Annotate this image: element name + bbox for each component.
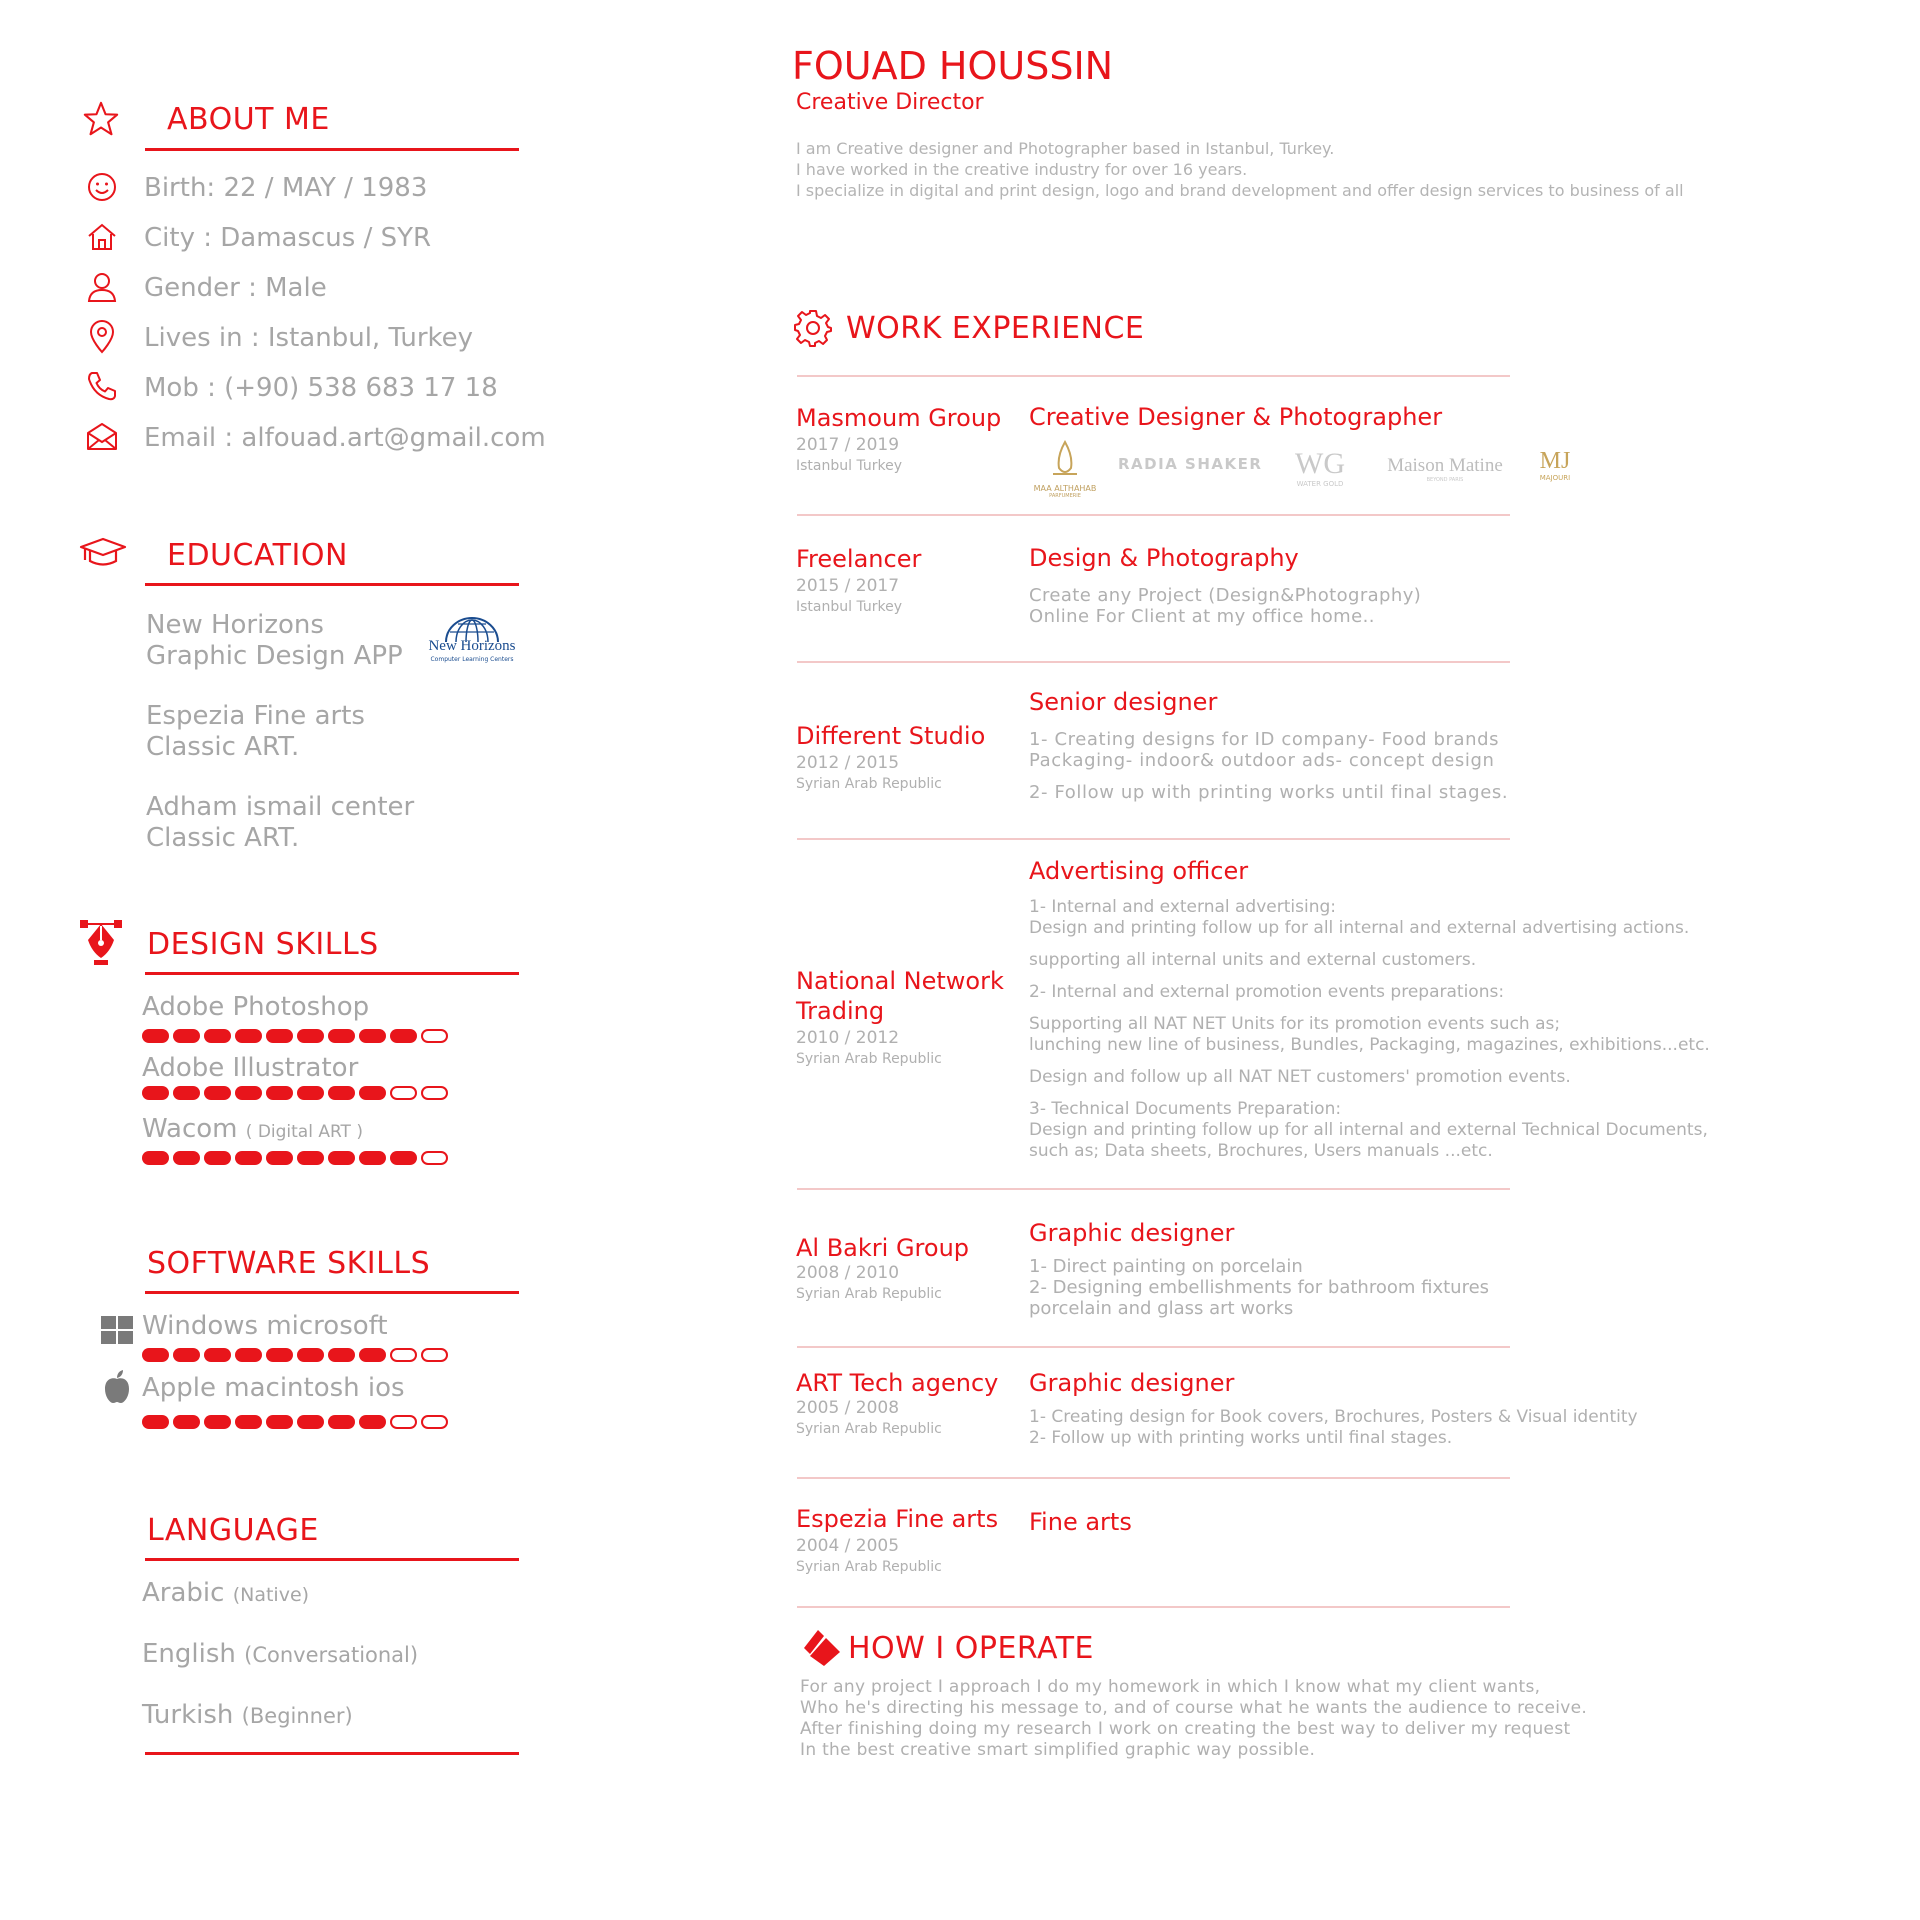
work-divider bbox=[797, 1606, 1510, 1608]
skill-dot-empty bbox=[421, 1415, 448, 1429]
about-title: ABOUT ME bbox=[167, 102, 330, 137]
skill-dot-filled bbox=[142, 1029, 169, 1043]
education-item bbox=[146, 610, 403, 672]
star-icon bbox=[82, 100, 120, 138]
skill-dot-filled bbox=[297, 1151, 324, 1165]
gear-icon bbox=[794, 309, 832, 347]
skill-dot-filled bbox=[328, 1348, 355, 1362]
skill-dot-empty bbox=[390, 1415, 417, 1429]
job-role: Graphic designer bbox=[1029, 1219, 1235, 1247]
skill-dot-filled bbox=[235, 1348, 262, 1362]
job-description: 1- Direct painting on porcelain 2- Designing embellishments for bathroom fixtures porcelain and glass art works bbox=[1029, 1256, 1490, 1319]
job-place: Syrian Arab Republic bbox=[796, 776, 942, 792]
job-years: 2012 / 2015 bbox=[796, 753, 900, 773]
maa-althahab-logo-icon bbox=[1049, 440, 1081, 480]
home-icon bbox=[86, 221, 118, 253]
education-course: Graphic Design APP bbox=[146, 641, 403, 671]
skill-dot-empty bbox=[390, 1086, 417, 1100]
skill-dot-filled bbox=[142, 1086, 169, 1100]
language-level: (Conversational) bbox=[244, 1643, 419, 1667]
birth-text: Birth: 22 / MAY / 1983 bbox=[144, 173, 428, 203]
education-course: Classic ART. bbox=[146, 823, 300, 853]
job-place: Istanbul Turkey bbox=[796, 599, 903, 615]
education-item bbox=[146, 701, 365, 763]
skill-dot-filled bbox=[204, 1029, 231, 1043]
job-entry bbox=[796, 966, 1016, 1067]
about-divider bbox=[145, 148, 519, 151]
design-skills-divider bbox=[145, 972, 519, 975]
job-place: Syrian Arab Republic bbox=[796, 1051, 942, 1067]
skill-level-wacom bbox=[142, 1151, 448, 1165]
job-company: Espezia Fine arts bbox=[796, 1505, 999, 1533]
skill-name: Adobe Photoshop bbox=[142, 992, 370, 1022]
skill-dot-filled bbox=[266, 1415, 293, 1429]
education-course: Classic ART. bbox=[146, 732, 300, 762]
job-company: Different Studio bbox=[796, 722, 986, 750]
job-company: ART Tech agency bbox=[796, 1369, 999, 1397]
skill-dot-filled bbox=[204, 1415, 231, 1429]
skill-dot-filled bbox=[328, 1415, 355, 1429]
job-company: National Network Trading bbox=[796, 967, 1004, 1025]
client-logo: MAA ALTHAHAB PARFUMERIE bbox=[1025, 440, 1105, 499]
windows-icon bbox=[101, 1316, 133, 1344]
job-place: Istanbul Turkey bbox=[796, 458, 903, 474]
skill-dot-filled bbox=[173, 1415, 200, 1429]
job-description: Create any Project (Design&Photography) Online For Client at my office home.. bbox=[1029, 585, 1422, 627]
mobile-text: Mob : (+90) 538 683 17 18 bbox=[144, 373, 498, 403]
job-entry bbox=[796, 721, 985, 792]
language-title: LANGUAGE bbox=[147, 1513, 319, 1548]
job-role: Design & Photography bbox=[1029, 544, 1299, 572]
job-description: 1- Internal and external advertising: Design and printing follow up for all internal and external advertising actions. supporting all internal units and external customers. 2- Internal and external promotion events preparations: Supporting all NAT NET Units for its promotion events such as; lunching new line of business, Bundles, Packaging, magazines, exhibitions...etc. Design and follow up all NAT NET customers' promotion events. 3- Technical Documents Preparation: Design and printing follow up for all internal and external Technical Documents, such as; Data sheets, Brochures, Users manuals ...etc. bbox=[1029, 897, 1710, 1161]
skill-name: Wacom ( Digital ART ) bbox=[142, 1114, 363, 1144]
job-place: Syrian Arab Republic bbox=[796, 1286, 942, 1302]
skill-dot-filled bbox=[142, 1151, 169, 1165]
work-divider bbox=[797, 661, 1510, 663]
work-divider bbox=[797, 514, 1510, 516]
language-level: (Beginner) bbox=[241, 1704, 353, 1728]
skill-dot-filled bbox=[173, 1348, 200, 1362]
skill-dot-filled bbox=[297, 1029, 324, 1043]
skill-dot-filled bbox=[235, 1086, 262, 1100]
job-place: Syrian Arab Republic bbox=[796, 1421, 942, 1437]
person-name: FOUAD HOUSSIN bbox=[792, 44, 1114, 88]
work-divider bbox=[797, 1188, 1510, 1190]
job-role: Graphic designer bbox=[1029, 1369, 1235, 1397]
skill-dot-empty bbox=[421, 1348, 448, 1362]
work-divider bbox=[797, 1477, 1510, 1479]
skill-dot-filled bbox=[235, 1415, 262, 1429]
skill-dot-filled bbox=[204, 1348, 231, 1362]
lives-in-text: Lives in : Istanbul, Turkey bbox=[144, 323, 474, 353]
job-entry bbox=[796, 544, 921, 615]
software-skills-divider bbox=[145, 1291, 519, 1294]
skill-dot-filled bbox=[266, 1086, 293, 1100]
user-icon bbox=[86, 271, 118, 303]
job-company: Al Bakri Group bbox=[796, 1234, 970, 1262]
client-logo: RADIA SHAKER bbox=[1118, 455, 1263, 473]
skill-dot-filled bbox=[235, 1151, 262, 1165]
skill-dot-filled bbox=[142, 1415, 169, 1429]
phone-icon bbox=[86, 370, 118, 402]
job-role: Senior designer bbox=[1029, 688, 1218, 716]
skill-note: ( Digital ART ) bbox=[245, 1122, 363, 1142]
paint-drop-icon bbox=[800, 1628, 842, 1668]
job-entry bbox=[796, 403, 1001, 474]
software-name: Windows microsoft bbox=[142, 1311, 388, 1341]
skill-dot-filled bbox=[390, 1151, 417, 1165]
skill-dot-empty bbox=[390, 1348, 417, 1362]
bio: I am Creative designer and Photographer based in Istanbul, Turkey. I have worked in the creative industry for over 16 years. I specialize in digital and print design, logo and brand development and offer design services to business of all bbox=[796, 139, 1684, 200]
language-item: Turkish (Beginner) bbox=[142, 1700, 353, 1730]
education-divider bbox=[145, 583, 519, 586]
smiley-icon bbox=[86, 171, 118, 203]
skill-dot-filled bbox=[204, 1086, 231, 1100]
operate-title: HOW I OPERATE bbox=[848, 1631, 1095, 1666]
new-horizons-logo: New Horizons Computer Learning Centers bbox=[422, 614, 522, 666]
job-place: Syrian Arab Republic bbox=[796, 1559, 942, 1575]
skill-dot-empty bbox=[421, 1029, 448, 1043]
job-years: 2010 / 2012 bbox=[796, 1028, 900, 1048]
skill-level-windows bbox=[142, 1348, 448, 1362]
work-divider bbox=[797, 1346, 1510, 1348]
skill-dot-filled bbox=[266, 1029, 293, 1043]
language-bottom-divider bbox=[145, 1752, 519, 1755]
client-logo: Maison Matine BEYOND PARIS bbox=[1387, 455, 1503, 483]
skill-dot-filled bbox=[297, 1415, 324, 1429]
education-school: New Horizons bbox=[146, 610, 324, 640]
education-school: Espezia Fine arts bbox=[146, 701, 365, 731]
job-entry bbox=[796, 1368, 998, 1437]
job-role: Creative Designer & Photographer bbox=[1029, 403, 1443, 431]
education-school: Adham ismail center bbox=[146, 792, 415, 822]
skill-dot-filled bbox=[359, 1415, 386, 1429]
person-title: Creative Director bbox=[796, 90, 984, 115]
skill-dot-filled bbox=[173, 1086, 200, 1100]
skill-dot-filled bbox=[328, 1029, 355, 1043]
job-role: Fine arts bbox=[1029, 1508, 1132, 1536]
skill-dot-filled bbox=[235, 1029, 262, 1043]
software-name: Apple macintosh ios bbox=[142, 1373, 405, 1403]
job-years: 2004 / 2005 bbox=[796, 1536, 900, 1556]
education-item bbox=[146, 792, 414, 854]
language-level: (Native) bbox=[232, 1584, 310, 1606]
location-pin-icon bbox=[87, 320, 117, 354]
client-logo: WG WATER GOLD bbox=[1295, 447, 1345, 488]
skill-dot-filled bbox=[328, 1151, 355, 1165]
job-company: Masmoum Group bbox=[796, 404, 1002, 432]
skill-dot-filled bbox=[266, 1151, 293, 1165]
skill-dot-filled bbox=[390, 1029, 417, 1043]
skill-dot-filled bbox=[297, 1348, 324, 1362]
design-skills-title: DESIGN SKILLS bbox=[147, 927, 379, 962]
language-item: Arabic (Native) bbox=[142, 1578, 310, 1608]
skill-dot-filled bbox=[173, 1151, 200, 1165]
apple-icon bbox=[102, 1369, 132, 1405]
skill-dot-empty bbox=[421, 1086, 448, 1100]
email-text: Email : alfouad.art@gmail.com bbox=[144, 423, 546, 453]
skill-dot-filled bbox=[204, 1151, 231, 1165]
job-company: Freelancer bbox=[796, 545, 922, 573]
skill-dot-filled bbox=[142, 1348, 169, 1362]
job-role: Advertising officer bbox=[1029, 857, 1249, 885]
skill-level-photoshop bbox=[142, 1029, 448, 1043]
work-divider bbox=[797, 375, 1510, 377]
work-title: WORK EXPERIENCE bbox=[846, 311, 1145, 346]
job-description: 1- Creating designs for ID company- Food brands Packaging- indoor& outdoor ads- concept design 2- Follow up with printing works until final stages. bbox=[1029, 729, 1509, 803]
graduation-cap-icon bbox=[79, 536, 127, 572]
skill-dot-filled bbox=[328, 1086, 355, 1100]
skill-dot-filled bbox=[173, 1029, 200, 1043]
skill-name: Adobe Illustrator bbox=[142, 1053, 359, 1083]
job-entry bbox=[796, 1504, 998, 1575]
skill-level-illustrator bbox=[142, 1086, 448, 1100]
skill-level-apple bbox=[142, 1415, 448, 1429]
skill-dot-filled bbox=[359, 1151, 386, 1165]
skill-dot-empty bbox=[421, 1151, 448, 1165]
pen-tool-icon bbox=[80, 918, 122, 966]
skill-dot-filled bbox=[359, 1348, 386, 1362]
job-description: 1- Creating design for Book covers, Brochures, Posters & Visual identity 2- Follow up with printing works until final stages. bbox=[1029, 1407, 1638, 1448]
education-title: EDUCATION bbox=[167, 538, 348, 573]
language-divider bbox=[145, 1558, 519, 1561]
job-years: 2015 / 2017 bbox=[796, 576, 900, 596]
skill-dot-filled bbox=[266, 1348, 293, 1362]
gender-text: Gender : Male bbox=[144, 273, 327, 303]
city-text: City : Damascus / SYR bbox=[144, 223, 432, 253]
envelope-icon bbox=[86, 421, 118, 451]
job-years: 2017 / 2019 bbox=[796, 435, 900, 455]
job-years: 2008 / 2010 bbox=[796, 1263, 900, 1283]
skill-dot-filled bbox=[359, 1029, 386, 1043]
job-entry bbox=[796, 1233, 969, 1302]
skill-dot-filled bbox=[359, 1086, 386, 1100]
work-divider bbox=[797, 838, 1510, 840]
skill-dot-filled bbox=[297, 1086, 324, 1100]
language-item: English (Conversational) bbox=[142, 1639, 419, 1669]
job-years: 2005 / 2008 bbox=[796, 1398, 900, 1418]
operate-text: For any project I approach I do my homework in which I know what my client wants, Who he's directing his message to, and of course what he wants the audience to receive. After finishing doing my research I work on creating the best way to deliver my request In the best creative smart simplified graphic way possible. bbox=[800, 1677, 1588, 1760]
software-skills-title: SOFTWARE SKILLS bbox=[147, 1246, 431, 1281]
client-logo: MJ MAJOURI bbox=[1539, 448, 1571, 482]
